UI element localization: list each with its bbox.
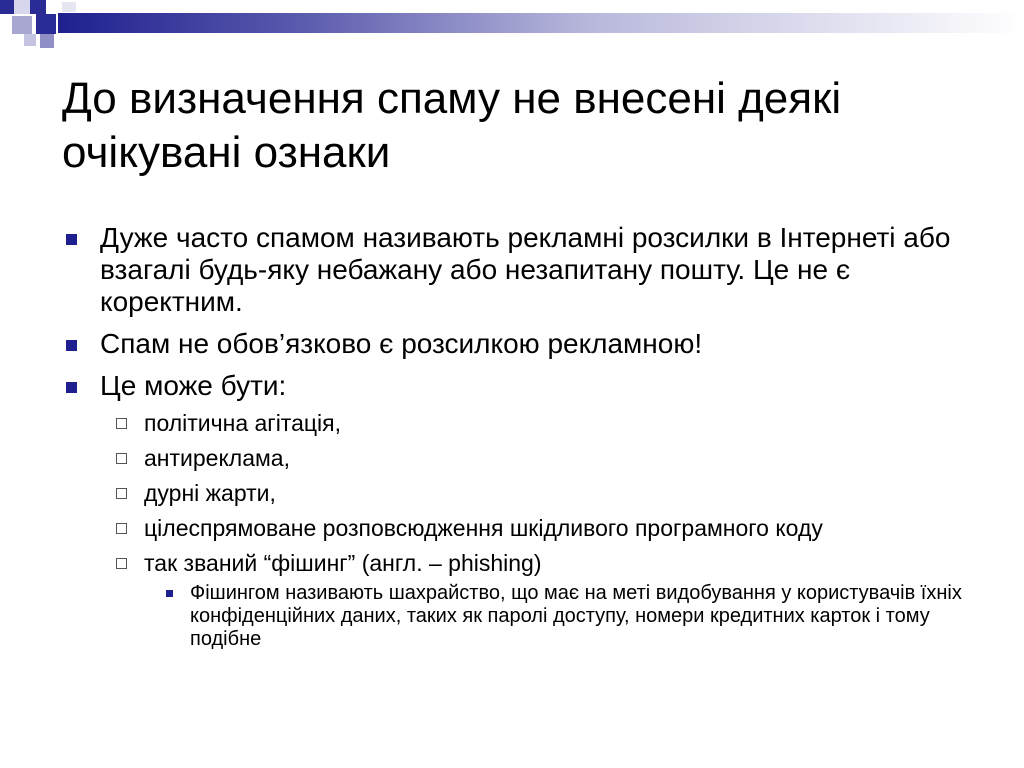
sub-bullet-text: антиреклама, <box>144 445 290 471</box>
bullet-text: Це може бути: <box>100 370 287 401</box>
sub-bullet-item <box>62 445 982 471</box>
bullet-item <box>62 222 982 318</box>
decor-square <box>24 34 36 46</box>
hollow-square-bullet-icon <box>116 523 127 534</box>
decor-square <box>36 14 56 34</box>
bullet-text: Дуже часто спамом називають рекламні розсилки в Інтернеті або взагалі будь-яку небажану або незапитану пошту. Це не є коректним. <box>100 222 951 317</box>
sub-bullet-text: цілеспрямоване розповсюдження шкідливого програмного коду <box>144 515 823 541</box>
hollow-square-bullet-icon <box>116 418 127 429</box>
hollow-square-bullet-icon <box>116 453 127 464</box>
sub-bullet-item <box>62 550 982 576</box>
sub-sub-bullet-text: Фішингом називають шахрайство, що має на меті видобування у користувачів їхніх конфіденційних даних, таких як паролі доступу, номери кредитних карток і тому подібне <box>190 582 962 650</box>
decor-square <box>30 0 46 14</box>
hollow-square-bullet-icon <box>116 488 127 499</box>
sub-bullet-text: дурні жарти, <box>144 480 276 506</box>
decor-square <box>12 16 32 34</box>
sub-sub-bullet-item <box>62 582 982 651</box>
decor-square <box>14 0 30 14</box>
square-bullet-icon <box>66 234 77 245</box>
header-gradient-bar <box>58 13 1024 33</box>
sub-bullet-item <box>62 410 982 436</box>
sub-bullet-text: так званий “фішинг” (англ. – phishing) <box>144 550 542 576</box>
square-bullet-icon <box>66 382 77 393</box>
decor-square <box>62 2 76 12</box>
hollow-square-bullet-icon <box>116 558 127 569</box>
sub-bullet-item <box>62 480 982 506</box>
square-bullet-icon <box>66 340 77 351</box>
bullet-item <box>62 328 982 360</box>
slide-content <box>62 222 982 657</box>
sub-bullet-text: політична агітація, <box>144 410 342 436</box>
decor-square <box>40 34 54 48</box>
slide-title: До визначення спаму не внесені деякі очікувані ознаки <box>62 74 842 177</box>
sub-bullet-item <box>62 515 982 541</box>
small-square-bullet-icon <box>166 590 173 597</box>
decor-square <box>0 0 14 14</box>
bullet-text: Спам не обов’язково є розсилкою рекламною! <box>100 328 703 359</box>
bullet-item <box>62 370 982 402</box>
